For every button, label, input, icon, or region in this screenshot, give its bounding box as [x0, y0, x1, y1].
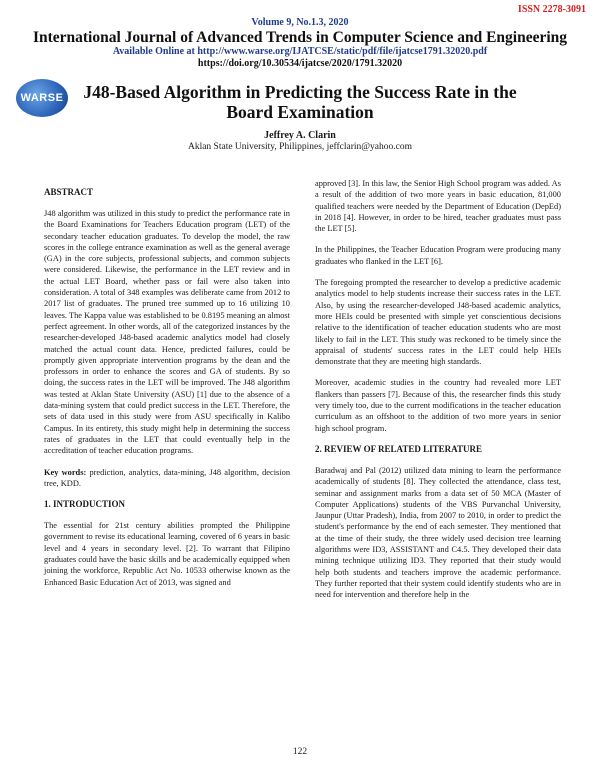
page-number: 122 — [292, 747, 308, 757]
journal-header — [0, 17, 600, 70]
right-paragraph-2: In the Philippines, the Teacher Education Program were producing many graduates who flanked in the LET [6]. — [315, 245, 561, 266]
right-paragraph-1: approved [3]. In this law, the Senior High School program was added. As a result of the addition of two more years in basic education, 81,000 qualified teachers were needed by the Department of Education (DepEd) in 2018 [4]. However, in order to be hired, teacher graduates must pass the LET [5]. — [315, 179, 561, 234]
abstract-text: J48 algorithm was utilized in this study to predict the performance rate in the Board Examinations for Teachers Education program (LET) of the secondary teacher education graduates. To develop the model, the raw scores in the college entrance examination as well as the general average (GA) in the core subjects, professional subjects, and common subjects were considered. Likewise, the performance in the LET review and in the actual LET Board, whether pass or fail were also taken into consideration. A total of 348 examples was deliberate came from 2012 to 2017 list of graduates. The pruned tree summed up to 16 utilizing 10 leaves. The Kappa value was established to be 0.8195 meaning an almost perfect agreement. In other words, all of the categorized instances by the researcher-developed J48-based academic analytics model had closely matched the actual count data. Hence, predicted failures, could be promptly given appropriate intervention programs by the dean and the professors in order to enhance the scores and GA of students. By so doing, the success rates in the LET will be improved. The J48 algorithm was tested at Aklan State University (ASU) [1] due to the absence of a data-mining system that could predict success in the LET. Therefore, the sets of data used in this study were from ASU specifically in Kalibo Campus. In its entirety, this study might help in determining the success rates of graduates in the LET that could eventually help in the accreditation of teacher education programs. — [44, 209, 290, 456]
introduction-text: The essential for 21st century abilities prompted the Philippine government to revise its educational learning, covered of 6 years in basic level and 4 years in secondary level. [2]. To warrant that Filipino graduates could have the basic skills and be academically equipped when joining the workforce, Republic Act No. 10533 otherwise known as the Enhanced Basic Education Act of 2013, was signed and — [44, 521, 290, 587]
paper-title: J48-Based Algorithm in Predicting the Success Rate in the Board Examination — [83, 82, 517, 122]
available-online-link[interactable]: Available Online at http://www.warse.org/IJATCSE/static/pdf/file/ijatcse1791.32020.pdf — [112, 46, 488, 57]
related-literature-heading: 2. REVIEW OF RELATED LITERATURE — [315, 443, 482, 454]
paper-author: Jeffrey A. Clarin — [264, 130, 336, 141]
warse-logo — [16, 79, 68, 117]
keywords-label: Key words: — [44, 467, 87, 477]
right-column — [315, 178, 561, 611]
left-column — [44, 178, 290, 598]
introduction-heading: 1. INTRODUCTION — [44, 499, 126, 510]
volume-info: Volume 9, No.1.3, 2020 — [251, 17, 349, 28]
warse-logo-text: WARSE — [20, 92, 64, 104]
journal-title: International Journal of Advanced Trends in Computer Science and Engineering — [32, 29, 568, 46]
doi-link[interactable]: https://doi.org/10.30534/ijatcse/2020/1791.32020 — [197, 58, 403, 69]
right-paragraph-5: Baradwaj and Pal (2012) utilized data mining to learn the performance academically of students [8]. They collected the attendance, class test, seminar and assignment marks from a data set of 50 MCA (Master of Computer Applications) students of the VBS Purvanchal University, Jaunpur (Uttar Pradesh), India, from 2007 to 2010, in order to predict the student's performance by the end of each semester. They mentioned that at the time of their study, the three widely used decision tree learning algorithms were ID3, ASSISTANT and C4.5. They developed their data mining technique utilizing ID3. They reported that their study would help both students and teachers improve the academic performance. They further reported that their system could identify students who are in need for intervention and therefore help in the — [315, 465, 561, 600]
keywords-text: prediction, analytics, data-mining, J48 algorithm, decision tree, KDD. — [44, 467, 291, 488]
right-paragraph-4: Moreover, academic studies in the country had revealed more LET flankers than passers [7]. Because of this, the researcher finds this study very timely too, due to the current modifications in the teacher education curriculum as an offshoot to the addition of two more years in senior high school program. — [315, 378, 561, 433]
author-affiliation: Aklan State University, Philippines, jeffclarin@yahoo.com — [187, 142, 413, 152]
abstract-heading: ABSTRACT — [44, 187, 94, 197]
issn-label: ISSN 2278-3091 — [517, 4, 586, 15]
right-paragraph-3: The foregoing prompted the researcher to develop a predictive academic analytics model to help students increase their success rates in the LET. Also, by using the researcher-developed J48-based academic analytics, more HEIs could be presented with simple yet conscientious decisions relative to the identification of teacher education students who are most likely to fail in the LET. This study was reckoned to be timely since the appraisal of students' success rates in the LET could help HEIs demonstrate that they are meeting high standards. — [315, 278, 561, 367]
keywords-paragraph — [44, 467, 290, 490]
